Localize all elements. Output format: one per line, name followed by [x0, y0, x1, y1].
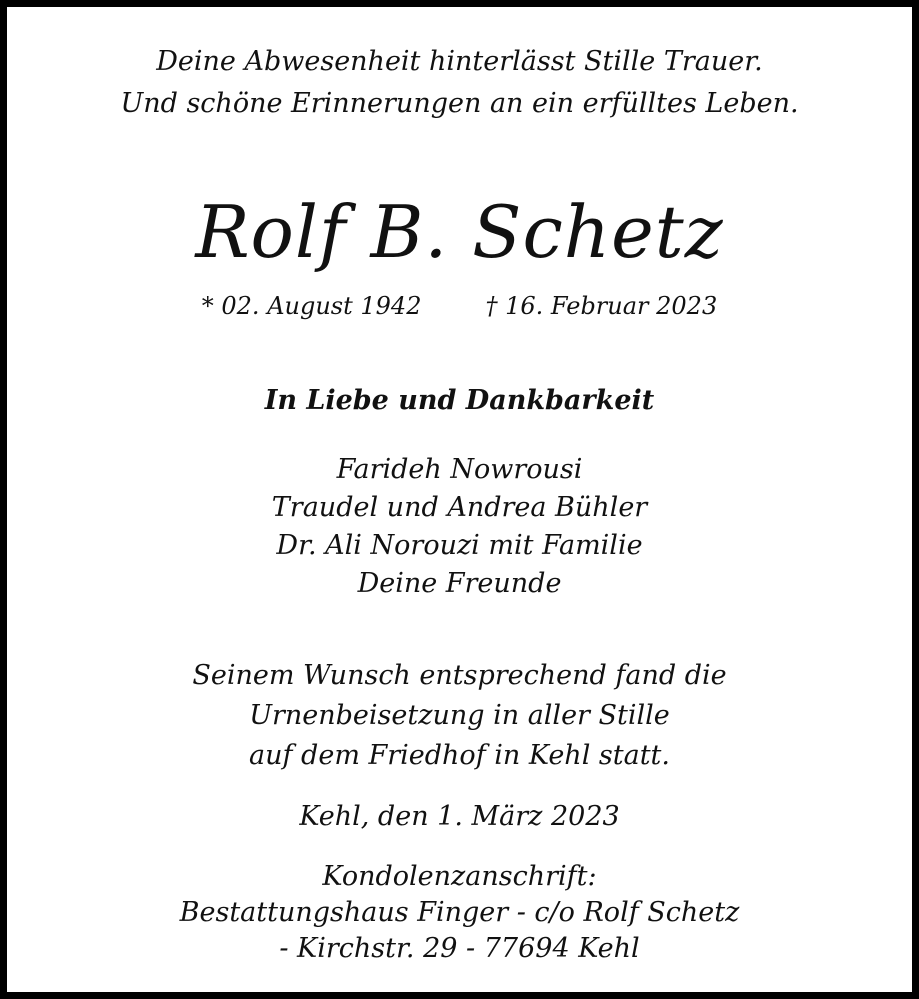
mourner-name: Farideh Nowrousi: [336, 454, 583, 485]
mourners-list: [7, 451, 912, 603]
mourner-name: Dr. Ali Norouzi mit Familie: [276, 530, 643, 561]
birth-date: * 02. August 1942: [201, 292, 422, 320]
mourner-name: Deine Freunde: [357, 568, 562, 599]
dedication-heading: In Liebe und Dankbarkeit: [264, 385, 655, 416]
condolence-line: - Kirchstr. 29 - 77694 Kehl: [279, 933, 640, 964]
burial-line: auf dem Friedhof in Kehl statt.: [249, 740, 670, 771]
mourner-name: Traudel und Andrea Bühler: [271, 492, 648, 523]
death-date: † 16. Februar 2023: [485, 292, 718, 320]
condolence-heading: Kondolenzanschrift:: [322, 861, 597, 892]
quote-line: Und schöne Erinnerungen an ein erfülltes Leben.: [120, 88, 799, 119]
condolence-address: [7, 859, 912, 967]
opening-quote: [7, 41, 912, 125]
life-dates: [7, 289, 912, 323]
burial-line: Urnenbeisetzung in aller Stille: [249, 700, 670, 731]
quote-line: Deine Abwesenheit hinterlässt Stille Trauer.: [156, 46, 763, 77]
burial-notice: [7, 656, 912, 776]
condolence-line: Bestattungshaus Finger - c/o Rolf Schetz: [179, 897, 740, 928]
burial-line: Seinem Wunsch entsprechend fand die: [192, 660, 727, 691]
deceased-name: Rolf B. Schetz: [195, 190, 724, 274]
place-and-date: Kehl, den 1. März 2023: [299, 801, 620, 832]
